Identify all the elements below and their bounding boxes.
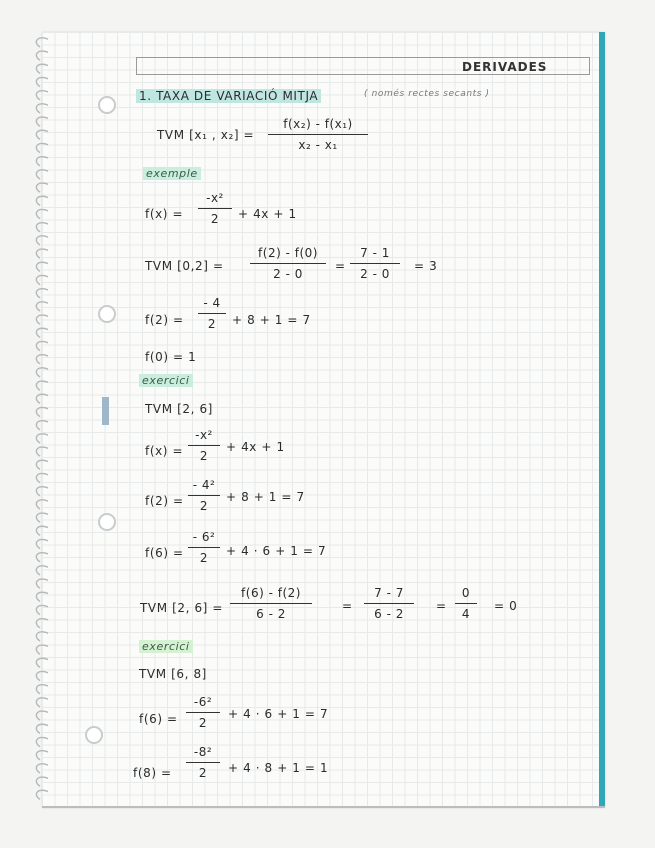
- punch-hole: [98, 96, 116, 114]
- spiral-binding: [0, 32, 48, 808]
- fraction-denominator: 2: [198, 716, 208, 730]
- example-label: exemple: [143, 167, 201, 180]
- page-bottom-edge: [42, 806, 605, 808]
- exercise-2-f6-rest: + 4 · 6 + 1 = 7: [228, 707, 329, 721]
- notebook-cover-edge: [599, 32, 605, 808]
- fraction-numerator: f(6) - f(2): [241, 586, 301, 600]
- fraction-numerator: 7 - 1: [360, 246, 390, 260]
- exercise-1-func-rest: + 4x + 1: [226, 440, 285, 454]
- fraction-numerator: 0: [461, 586, 471, 600]
- exercise-2-f8-lhs: f(8) =: [133, 766, 172, 780]
- fraction-numerator: -x²: [195, 428, 213, 442]
- page-title: DERIVADES: [462, 60, 548, 74]
- exercise-2-f6-lhs: f(6) =: [139, 712, 178, 726]
- example-func-rest: + 4x + 1: [238, 207, 297, 221]
- formula-fraction: [268, 117, 368, 152]
- fraction-denominator: 2: [210, 212, 220, 226]
- exercise-1-tvm-fraction-2: [364, 586, 414, 621]
- exercise-1-f2-lhs: f(2) =: [145, 494, 184, 508]
- example-f2-fraction: [198, 296, 226, 331]
- fraction-denominator: 2: [198, 766, 208, 780]
- exercise-1-f6-fraction: [188, 530, 220, 565]
- exercise-1-tvm-result: = 0: [494, 599, 518, 613]
- exercise-1-f6-rest: + 4 · 6 + 1 = 7: [226, 544, 327, 558]
- fraction-numerator: - 4²: [192, 478, 216, 492]
- exercise-2-interval: TVM [6, 8]: [139, 667, 207, 681]
- spiral-coil-icon: [0, 32, 48, 808]
- exercise-2-f6-fraction: [186, 695, 220, 730]
- fraction-denominator: 2: [199, 499, 209, 513]
- example-f0: f(0) = 1: [145, 350, 197, 364]
- section-note: ( només rectes secants ): [364, 89, 490, 99]
- example-tvm-result: = 3: [414, 259, 438, 273]
- fraction-numerator: f(2) - f(0): [258, 246, 318, 260]
- fraction-denominator: 6 - 2: [256, 607, 286, 621]
- fraction-denominator: 2: [207, 317, 217, 331]
- fraction-denominator: 2 - 0: [273, 267, 303, 281]
- example-f2-rest: + 8 + 1 = 7: [232, 313, 311, 327]
- exercise-1-f2-rest: + 8 + 1 = 7: [226, 490, 305, 504]
- fraction-denominator: 2: [199, 551, 209, 565]
- equals-sign: =: [335, 259, 346, 273]
- exercise-2-f8-fraction: [186, 745, 220, 780]
- exercise-2-label: exercici: [139, 640, 193, 653]
- exercise-1-func-lhs: f(x) =: [145, 444, 184, 458]
- fraction-denominator: 6 - 2: [374, 607, 404, 621]
- exercise-2-f8-rest: + 4 · 8 + 1 = 1: [228, 761, 329, 775]
- fraction-denominator: 2: [199, 449, 209, 463]
- example-tvm-fraction-2: [350, 246, 400, 281]
- section-title: 1. TAXA DE VARIACIÓ MITJA: [136, 89, 321, 103]
- fraction-numerator: 7 - 7: [374, 586, 404, 600]
- equals-sign: =: [342, 599, 353, 613]
- example-tvm-fraction-1: [250, 246, 326, 281]
- exercise-1-f6-lhs: f(6) =: [145, 546, 184, 560]
- example-tvm-lhs: TVM [0,2] =: [145, 259, 224, 273]
- example-f2-lhs: f(2) =: [145, 313, 184, 327]
- exercise-1-f2-fraction: [188, 478, 220, 513]
- exercise-1-tvm-fraction-1: [230, 586, 312, 621]
- punch-hole: [98, 305, 116, 323]
- punch-hole: [98, 513, 116, 531]
- example-func-fraction: [198, 191, 232, 226]
- exercise-1-interval: TVM [2, 6]: [145, 402, 213, 416]
- fraction-denominator: 4: [461, 607, 471, 621]
- fraction-numerator: -8²: [193, 745, 213, 759]
- fraction-numerator: - 6²: [192, 530, 216, 544]
- fraction-numerator: -x²: [206, 191, 224, 205]
- exercise-1-tvm-lhs: TVM [2, 6] =: [140, 601, 224, 615]
- punch-hole: [85, 726, 103, 744]
- example-func-lhs: f(x) =: [145, 207, 184, 221]
- fraction-numerator: - 4: [203, 296, 221, 310]
- exercise-1-func-fraction: [188, 428, 220, 463]
- equals-sign: =: [436, 599, 447, 613]
- formula-denominator: x₂ - x₁: [298, 138, 338, 152]
- fraction-denominator: 2 - 0: [360, 267, 390, 281]
- margin-tab: [102, 397, 109, 425]
- exercise-1-label: exercici: [139, 374, 193, 387]
- formula-lhs: TVM [x₁ , x₂] =: [157, 128, 255, 142]
- formula-numerator: f(x₂) - f(x₁): [283, 117, 353, 131]
- exercise-1-tvm-fraction-3: [455, 586, 477, 621]
- fraction-numerator: -6²: [193, 695, 213, 709]
